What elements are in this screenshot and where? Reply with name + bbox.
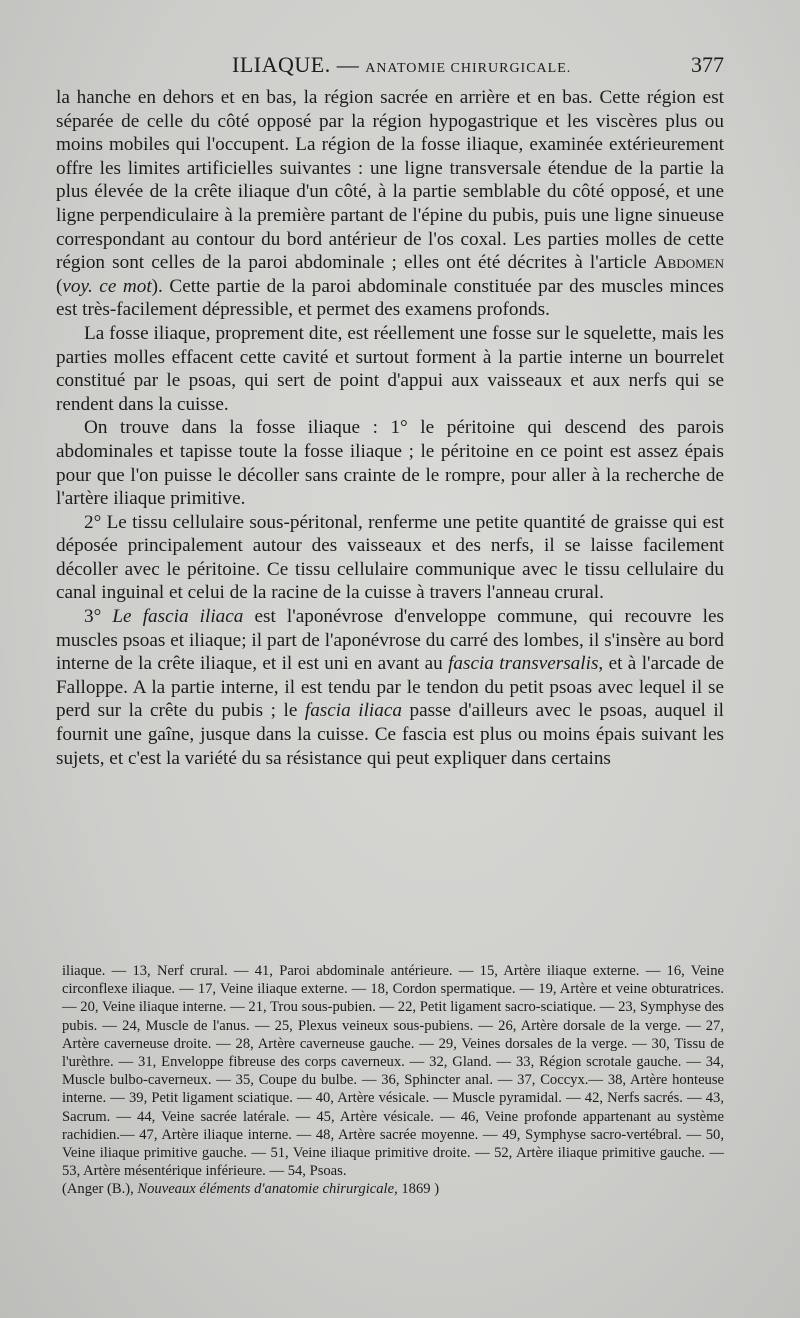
figure-caption [62,962,724,1199]
caption-credit-year: , 1869 ) [394,1181,440,1198]
paragraph-5-text-c: passe d'ailleurs avec le psoas, auquel il fournit une gaîne, jusque dans la cuisse. Ce fascia est plus ou moins épais suivant les sujets, et c'est la variété du sa résistance qui peut expliquer dans certains [56,700,724,769]
running-title-main: ILIAQUE. [232,52,331,77]
paragraph-5 [56,605,724,770]
paragraph-3: On trouve dans la fosse iliaque : 1° le péritoine qui descend des parois abdominales et tapisse toute la fosse iliaque ; le péritoine en ce point est assez épais pour que l'on puisse le décoller sans crainte de le rompre, pour aller à la recherche de l'artère iliaque primitive. [56,417,724,510]
paragraph-1 [56,86,724,322]
term-fascia-iliaca-2: fascia iliaca [304,700,402,722]
running-title-dash: — [330,52,366,77]
paragraph-5-text-b: , et à l'arcade de Falloppe. A la partie interne, il est tendu par le tendon du petit psoas avec lequel il se perd sur la crête du pubis ; le [56,653,725,722]
article-reference: Abdomen [653,252,724,274]
caption-legend [62,962,724,1199]
caption-credit-author: (Anger (B.), [62,1181,138,1198]
term-fascia-iliaca: Le fascia iliaca [112,606,244,628]
page-number: 377 [691,52,724,77]
paragraph-2: La fosse iliaque, proprement dite, est réellement une fosse sur le squelette, mais les parties molles effacent cette cavité et surtout forment à la partie interne un bourrelet constitué par le psoas, qui sert de point d'appui aux vaisseaux et aux nerfs qui se rendent dans la cuisse. [56,322,724,415]
paragraph-1-text: la hanche en dehors et en bas, la région sacrée en arrière et en bas. Cette région est séparée de celle du côté opposé par la région hypogastrique et les viscères plus ou moins mobiles qui l'occupent. La région de la fosse iliaque, examinée extérieurement offre les limites artificielles suivantes : une ligne transversale étendue de la partie la plus élevée de la crête iliaque d'un côté, à la partie semblable du côté opposé, et une ligne perpendiculaire à la première partant de l'épine du pubis, puis une ligne sinueuse correspondant au contour du bord antérieur de l'os coxal. Les parties molles de cette région sont celles de la paroi abdominale ; elles ont été décrites à l'article [56,87,724,274]
paragraph-4: 2° Le tissu cellulaire sous-péritonal, renferme une petite quantité de graisse qui est déposée principalement autour des vaisseaux et des nerfs, il se laisse facilement décoller avec le péritoine. Ce tissu cellulaire communique avec le tissu cellulaire du canal inguinal et celui de la racine de la cuisse à travers l'anneau crural. [56,511,724,604]
paragraph-5-number: 3° [84,606,113,628]
running-title-sub: ANATOMIE CHIRURGICALE. [365,61,572,76]
term-fascia-transversalis: fascia transversalis [448,653,599,675]
cross-reference: voy. ce mot [62,275,152,297]
running-header [56,52,724,82]
caption-credit-title: Nouveaux éléments d'anatomie chirurgicale [137,1181,395,1198]
paragraph-1-paren: ( [56,275,63,297]
paragraph-5-text-a: est l'aponévrose d'enveloppe commune, qui recouvre les muscles psoas et iliaque; il part de l'aponévrose du carré des lombes, il s'insère au bord interne de la crête iliaque, et il est uni en avant au [56,606,724,675]
paragraph-1-end: ). Cette partie de la paroi abdominale constituée par des muscles minces est très-facilement dépressible, et permet des examens profonds. [56,275,724,321]
caption-text: iliaque. — 13, Nerf crural. — 41, Paroi abdominale antérieure. — 15, Artère iliaque externe. — 16, Veine circonflexe iliaque. — 17, Veine iliaque externe. — 18, Cordon spermatique. — 19, Artère et veine obturatrices. — 20, Veine iliaque interne. — 21, Trou sous-pubien. — 22, Petit ligament sacro-sciatique. — 23, Symphyse des pubis. — 24, Muscle de l'anus. — 25, Plexus veineux sous-pubiens. — 26, Artère dorsale de la verge. — 27, Artère caverneuse droite. — 28, Artère caverneuse gauche. — 29, Veines dorsales de la verge. — 30, Tissu de l'urèthre. — 31, Enveloppe fibreuse des corps caverneux. — 32, Gland. — 33, Région scrotale gauche. — 34, Muscle bulbo-caverneux. — 35, Coupe du bulbe. — 36, Sphincter anal. — 37, Coccyx.— 38, Artère honteuse interne. — 39, Petit ligament sciatique. — 40, Artère vésicale. — Muscle pyramidal. — 42, Nerfs sacrés. — 43, Sacrum. — 44, Veine sacrée latérale. — 45, Artère vésicale. — 46, Veine profonde appartenant au système rachidien.— 47, Artère iliaque interne. — 48, Artère sacrée moyenne. — 49, Symphyse sacro-vertébral. — 50, Veine iliaque primitive gauche. — 51, Veine iliaque primitive droite. — 52, Artère iliaque primitive gauche. — 53, Artère mésentérique inférieure. — 54, Psoas. [62,963,724,1180]
body-text [56,86,724,770]
running-title [232,52,571,78]
